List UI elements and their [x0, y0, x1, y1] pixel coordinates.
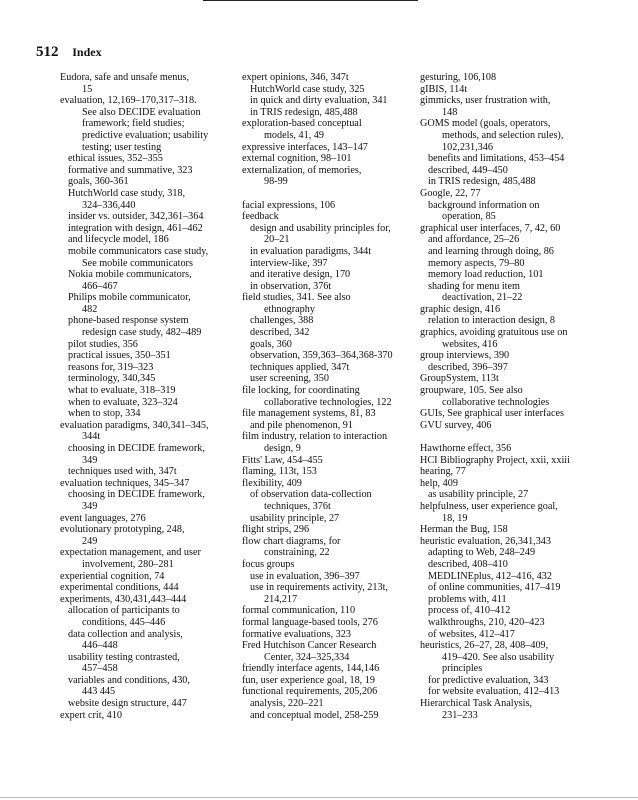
index-entry: adapting to Web, 248–249 [428, 547, 536, 559]
index-entry: flaming, 113t, 153 [242, 466, 317, 478]
top-rule [203, 0, 418, 1]
index-column-3 [420, 72, 600, 721]
index-entry: design, 9 [264, 443, 301, 454]
index-entry: collaborative technologies, 122 [264, 396, 392, 408]
section-title: Index [72, 45, 102, 59]
index-entry: conditions, 445–446 [82, 616, 166, 628]
index-entry: file locking, for coordinating [242, 385, 360, 397]
index-entry: relation to interaction design, 8 [428, 315, 556, 327]
index-entry: websites, 416 [442, 338, 498, 350]
index-entry: interview-like, 397 [250, 257, 328, 269]
index-entry: MEDLINEplus, 412–416, 432 [428, 570, 552, 582]
index-entry: deactivation, 21–22 [442, 292, 523, 304]
index-entry: See also DECIDE evaluation [82, 106, 201, 118]
index-entry: GOMS model (goals, operators, [420, 118, 551, 130]
index-entry: external cognition, 98–101 [242, 153, 352, 165]
index-entry: Google, 22, 77 [420, 187, 481, 199]
index-entry: methods, and selection rules), [442, 129, 564, 141]
index-entry: goals, 360-361 [68, 176, 129, 188]
index-entry: operation, 85 [442, 211, 496, 223]
index-entry: GUIs, See graphical user interfaces [420, 408, 564, 420]
index-entry: expressive interfaces, 143–147 [242, 141, 368, 153]
index-entry: when to stop, 334 [68, 408, 141, 420]
index-entry: file management systems, 81, 83 [242, 408, 376, 420]
index-entry: and pile phenomenon, 91 [250, 419, 353, 431]
index-entry: exploration-based conceptual [242, 118, 362, 130]
index-entry: experimental conditions, 444 [60, 582, 179, 594]
index-entry: helpfulness, user experience goal, [420, 500, 558, 512]
index-entry: observation, 359,363–364,368-370 [250, 350, 393, 362]
index-entry: involvement, 280–281 [82, 558, 174, 570]
index-entry: 349 [82, 500, 98, 512]
index-entry: what to evaluate, 318–319 [68, 385, 176, 397]
index-entry: externalization, of memories, [242, 164, 362, 176]
index-entry: GVU survey, 406 [420, 419, 492, 431]
index-entry: 98-99 [264, 176, 288, 188]
page-number: 512 [36, 44, 59, 60]
index-entry: 419–420. See also usability [442, 651, 555, 663]
index-entry: Eudora, safe and unsafe menus, [60, 72, 189, 83]
index-entry: choosing in DECIDE framework, [68, 443, 205, 454]
index-entry: facial expressions, 106 [242, 199, 336, 211]
index-entry: 344t [82, 431, 101, 443]
index-entry: when to evaluate, 323–324 [68, 396, 178, 408]
index-entry: Center, 324–325,334 [264, 651, 350, 663]
index-entry: 214,217 [264, 593, 298, 605]
index-entry: Nokia mobile communicators, [68, 269, 192, 281]
index-entry: of online communities, 417–419 [428, 582, 561, 594]
bottom-rule [0, 797, 638, 798]
index-entry: techniques applied, 347t [250, 361, 350, 373]
index-entry: Hawthorne effect, 356 [420, 443, 512, 454]
index-entry: Hierarchical Task Analysis, [420, 698, 532, 710]
index-entry: evaluation, 12,169–170,317–318. [60, 95, 197, 107]
index-entry: evaluation paradigms, 340,341–345, [60, 419, 209, 431]
index-entry: focus groups [242, 558, 295, 570]
column-gap [242, 188, 422, 200]
index-entry: formative evaluations, 323 [242, 628, 351, 640]
index-entry: GroupSystem, 113t [420, 373, 499, 385]
index-entry: evaluation techniques, 345–347 [60, 477, 190, 489]
index-entry: 249 [82, 535, 98, 547]
index-entry: usability principle, 27 [250, 512, 340, 524]
index-entry: help, 409 [420, 477, 458, 489]
index-entry: hearing, 77 [420, 466, 466, 478]
index-entry: user screening, 350 [250, 373, 329, 385]
index-entry: Philips mobile communicator, [68, 292, 191, 304]
index-entry: 231–233 [442, 709, 478, 721]
index-entry: models, 41, 49 [264, 129, 324, 141]
index-entry: and lifecycle model, 186 [68, 234, 169, 246]
index-entry: and conceptual model, 258-259 [250, 709, 379, 721]
index-entry: in TRIS redesign, 485,488 [428, 176, 536, 188]
index-entry: and affordance, 25–26 [428, 234, 520, 246]
index-entry: website design structure, 447 [68, 698, 187, 710]
index-entry: formal communication, 110 [242, 605, 356, 617]
index-entry: See mobile communicators [82, 257, 193, 269]
index-entry: of websites, 412–417 [428, 628, 515, 640]
index-entry: usability testing contrasted, [68, 651, 180, 663]
index-entry: insider vs. outsider, 342,361–364 [68, 211, 204, 223]
column-gap [420, 431, 600, 443]
index-entry: reasons for, 319–323 [68, 361, 154, 373]
index-entry: 349 [82, 454, 98, 466]
index-entry: 457–458 [82, 663, 118, 675]
index-entry: 482 [82, 303, 98, 315]
index-entry: HutchWorld case study, 325 [250, 83, 365, 95]
index-entry: 15 [82, 83, 93, 95]
index-entry: flow chart diagrams, for [242, 535, 341, 547]
index-entry: and learning through doing, 86 [428, 245, 554, 257]
index-entry: graphic design, 416 [420, 303, 501, 315]
index-entry: expert opinions, 346, 347t [242, 72, 349, 83]
index-entry: collaborative technologies [442, 396, 550, 408]
index-entry: benefits and limitations, 453–454 [428, 153, 565, 165]
index-entry: friendly interface agents, 144,146 [242, 663, 380, 675]
index-entry: redesign case study, 482–489 [82, 327, 202, 339]
index-entry: memory load reduction, 101 [428, 269, 544, 281]
index-entry: Herman the Bug, 158 [420, 524, 508, 536]
index-entry: Fitts' Law, 454–455 [242, 454, 323, 466]
index-entry: in TRIS redesign, 485,488 [250, 106, 358, 118]
index-entry: functional requirements, 205,206 [242, 686, 378, 698]
index-entry: heuristic evaluation, 26,341,343 [420, 535, 551, 547]
index-entry: and iterative design, 170 [250, 269, 351, 281]
index-entry: described, 408–410 [428, 558, 508, 570]
index-entry: 466–467 [82, 280, 118, 292]
index-entry: group interviews, 390 [420, 350, 510, 362]
index-entry: predictive evaluation; usability [82, 129, 209, 141]
index-entry: 148 [442, 106, 458, 118]
index-entry: graphics, avoiding gratuitous use on [420, 327, 568, 339]
index-entry: experiential cognition, 74 [60, 570, 165, 582]
index-entry: shading for menu item [428, 280, 520, 292]
index-entry: evolutionary prototyping, 248, [60, 524, 185, 536]
index-entry: constraining, 22 [264, 547, 330, 559]
index-entry: described, 396–397 [428, 361, 508, 373]
index-entry: formal language-based tools, 276 [242, 616, 378, 628]
index-entry: challenges, 388 [250, 315, 314, 327]
index-entry: process of, 410–412 [428, 605, 511, 617]
index-entry: memory aspects, 79–80 [428, 257, 525, 269]
index-entry: fun, user experience goal, 18, 19 [242, 674, 375, 686]
index-entry: principles [442, 663, 483, 675]
index-entry: techniques used with, 347t [68, 466, 177, 478]
index-entry: gesturing, 106,108 [420, 72, 497, 83]
index-entry: in observation, 376t [250, 280, 332, 292]
index-entry: pilot studies, 356 [68, 338, 138, 350]
index-entry: formative and summative, 323 [68, 164, 193, 176]
index-entry: 102,231,346 [442, 141, 493, 153]
index-entry: 443 445 [82, 686, 116, 698]
index-entry: 446–448 [82, 640, 118, 652]
index-entry: heuristics, 26–27, 28, 408–409, [420, 640, 549, 652]
index-entry: of observation data-collection [250, 489, 372, 501]
index-entry: practical issues, 350–351 [68, 350, 171, 362]
index-entry: variables and conditions, 430, [68, 674, 190, 686]
index-entry: mobile communicators case study, [68, 245, 209, 257]
index-entry: as usability principle, 27 [428, 489, 529, 501]
index-entry: field studies, 341. See also [242, 292, 351, 304]
index-entry: gimmicks, user frustration with, [420, 95, 551, 107]
index-entry: choosing in DECIDE framework, [68, 489, 205, 501]
index-entry: film industry, relation to interaction [242, 431, 388, 443]
index-entry: testing; user testing [82, 141, 162, 153]
index-entry: described, 449–450 [428, 164, 508, 176]
index-entry: expert crit, 410 [60, 709, 122, 721]
index-entry: gIBIS, 114t [420, 83, 468, 95]
index-entry: design and usability principles for, [250, 222, 391, 234]
index-entry: integration with design, 461–462 [68, 222, 203, 234]
index-column-2 [242, 72, 422, 721]
index-entry: HutchWorld case study, 318, [68, 187, 186, 199]
index-entry: HCI Bibliography Project, xxii, xxiii [420, 454, 570, 466]
index-entry: walkthroughs, 210, 420–423 [428, 616, 545, 628]
index-entry: Fred Hutchison Cancer Research [242, 640, 377, 652]
index-entry: allocation of participants to [68, 605, 180, 617]
index-entry: for website evaluation, 412–413 [428, 686, 560, 698]
index-entry: analysis, 220–221 [250, 698, 324, 710]
index-entry: background information on [428, 199, 540, 211]
index-entry: flight strips, 296 [242, 524, 310, 536]
page-header [36, 44, 102, 61]
index-entry: data collection and analysis, [68, 628, 183, 640]
index-entry: in evaluation paradigms, 344t [250, 245, 372, 257]
index-entry: 324–336,440 [82, 199, 136, 211]
index-entry: ethnography [264, 303, 315, 315]
index-entry: problems with, 411 [428, 593, 507, 605]
index-entry: ethical issues, 352–355 [68, 153, 163, 165]
index-entry: terminology, 340,345 [68, 373, 156, 385]
index-entry: flexibility, 409 [242, 477, 302, 489]
index-entry: groupware, 105. See also [420, 385, 523, 397]
index-entry: framework; field studies; [82, 118, 185, 130]
index-entry: in quick and dirty evaluation, 341 [250, 95, 388, 107]
index-entry: event languages, 276 [60, 512, 146, 524]
index-entry: graphical user interfaces, 7, 42, 60 [420, 222, 561, 234]
index-entry: use in requirements activity, 213t, [250, 582, 388, 594]
index-entry: 18, 19 [442, 512, 468, 524]
index-entry: feedback [242, 211, 279, 223]
index-entry: described, 342 [250, 327, 310, 339]
index-entry: for predictive evaluation, 343 [428, 674, 549, 686]
index-entry: 20–21 [264, 234, 290, 246]
index-entry: use in evaluation, 396–397 [250, 570, 360, 582]
index-entry: goals, 360 [250, 338, 292, 350]
index-entry: techniques, 376t [264, 500, 331, 512]
index-column-1 [60, 72, 240, 721]
index-entry: expectation management, and user [60, 547, 201, 559]
index-entry: phone-based response system [68, 315, 189, 327]
index-entry: experiments, 430,431,443–444 [60, 593, 187, 605]
